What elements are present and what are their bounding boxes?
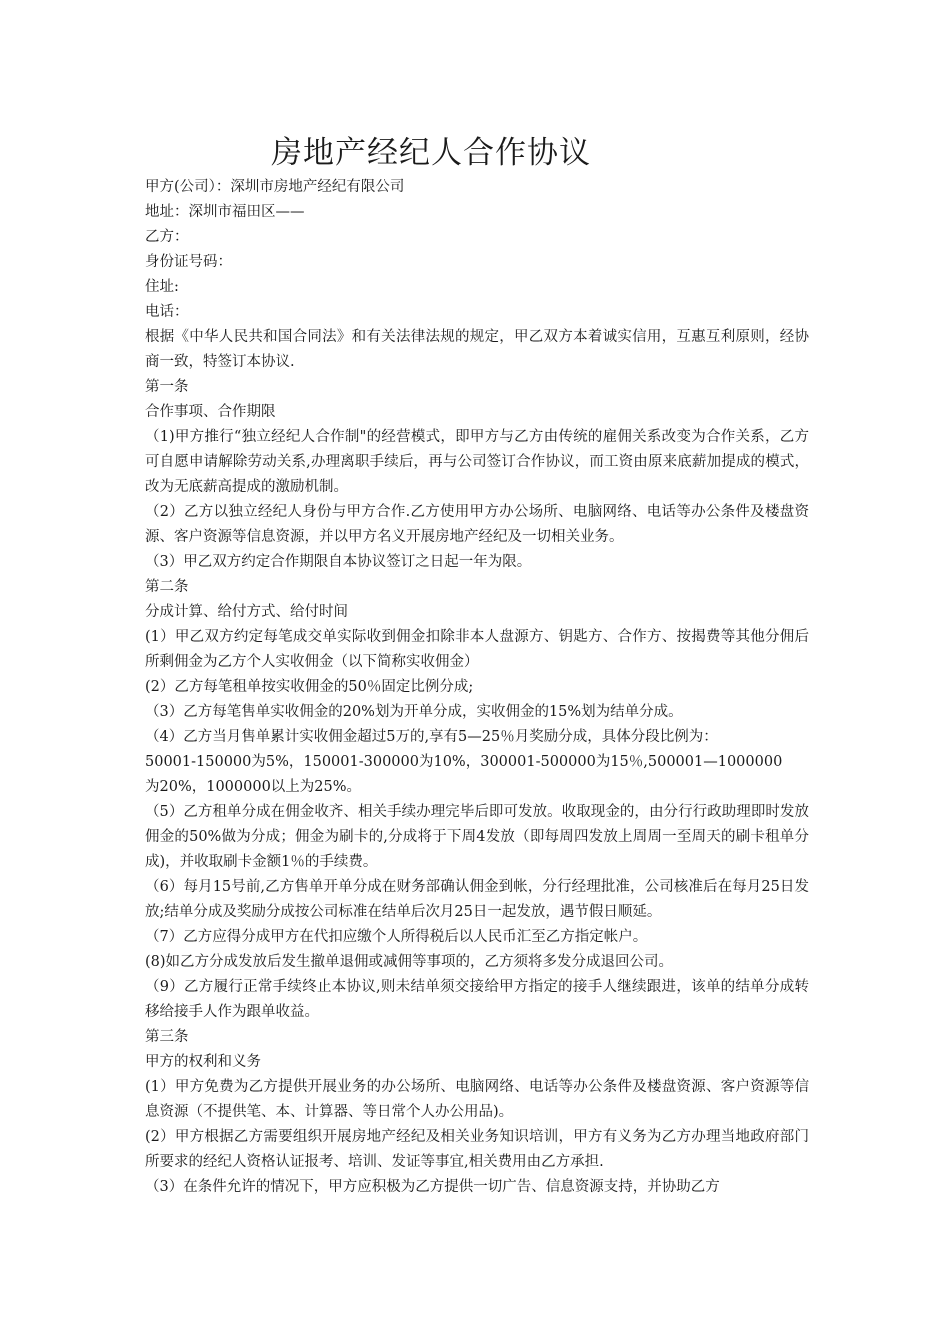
- clause-paragraph: （9）乙方履行正常手续终止本协议,则未结单须交接给甲方指定的接手人继续跟进，该单的结单分成转移给接手人作为跟单收益。: [145, 979, 809, 1020]
- phone-line: 电话：: [145, 304, 189, 320]
- clause-paragraph: (8)如乙方分成发放后发生撤单退佣或减佣等事项的，乙方须将多发分成退回公司。: [145, 954, 674, 970]
- article-subheading: 合作事项、合作期限: [145, 404, 276, 420]
- clause-paragraph: （3）在条件允许的情况下，甲方应积极为乙方提供一切广告、信息资源支持，并协助乙方: [145, 1179, 720, 1195]
- clause-paragraph: (1）甲方免费为乙方提供开展业务的办公场所、电脑网络、电话等办公条件及楼盘资源、客户资源等信息资源（不提供笔、本、计算器、等日常个人办公用品)。: [145, 1079, 809, 1120]
- clause-paragraph: （1)甲方推行“独立经纪人合作制"的经营模式，即甲方与乙方由传统的雇佣关系改变为合作关系，乙方可自愿申请解除劳动关系,办理离职手续后，再与公司签订合作协议，而工资由原来底薪加提成的模式，改为无底薪高提成的激励机制。: [145, 429, 809, 495]
- clause-paragraph: （4）乙方当月售单累计实收佣金超过5万的,享有5—25％月奖励分成，具体分段比例为：: [145, 729, 718, 745]
- article-heading: 第三条: [145, 1029, 189, 1045]
- article-subheading: 甲方的权利和义务: [145, 1054, 261, 1070]
- clause-line: 50001-150000为5%，150001-300000为10%，300001-500000为15％,500001—1000000: [145, 754, 783, 770]
- document-title: 房地产经纪人合作协议: [271, 135, 591, 171]
- clause-paragraph: （2）乙方以独立经纪人身份与甲方合作.乙方使用甲方办公场所、电脑网络、电话等办公条件及楼盘资源、客户资源等信息资源，并以甲方名义开展房地产经纪及一切相关业务。: [145, 504, 809, 545]
- article-subheading: 分成计算、给付方式、给付时间: [145, 604, 348, 620]
- clause-paragraph: (2）甲方根据乙方需要组织开展房地产经纪及相关业务知识培训，甲方有义务为乙方办理当地政府部门所要求的经纪人资格认证报考、培训、发证等事宜,相关费用由乙方承担.: [145, 1129, 809, 1170]
- clause-paragraph: (2）乙方每笔租单按实收佣金的50％固定比例分成;: [145, 679, 474, 695]
- document-body: [145, 175, 809, 1200]
- preamble-paragraph: 根据《中华人民共和国合同法》和有关法律法规的规定，甲乙双方本着诚实信用，互惠互利原则，经协商一致，特签订本协议.: [145, 329, 809, 370]
- clause-paragraph: （7）乙方应得分成甲方在代扣应缴个人所得税后以人民币汇至乙方指定帐户。: [145, 929, 648, 945]
- article-heading: 第一条: [145, 379, 189, 395]
- id-number-line: 身份证号码：: [145, 254, 232, 270]
- clause-paragraph: （6）每月15号前,乙方售单开单分成在财务部确认佣金到帐，分行经理批准，公司核准后在每月25日发放;结单分成及奖励分成按公司标准在结单后次月25日一起发放，遇节假日顺延。: [145, 879, 809, 920]
- residence-line: 住址:: [145, 279, 179, 295]
- clause-paragraph: (1）甲乙双方约定每笔成交单实际收到佣金扣除非本人盘源方、钥匙方、合作方、按揭费等其他分佣后所剩佣金为乙方个人实收佣金（以下简称实收佣金）: [145, 629, 809, 670]
- clause-paragraph: （3）甲乙双方约定合作期限自本协议签订之日起一年为限。: [145, 554, 532, 570]
- address-line: 地址：深圳市福田区——: [145, 204, 305, 220]
- clause-paragraph: （5）乙方租单分成在佣金收齐、相关手续办理完毕后即可发放。收取现金的，由分行行政助理即时发放佣金的50%做为分成；佣金为刷卡的,分成将于下周4发放（即每周四发放上周周一至周天的刷卡租单分成)，并收取刷卡金额1％的手续费。: [145, 804, 809, 870]
- article-heading: 第二条: [145, 579, 189, 595]
- party-b-line: 乙方：: [145, 229, 189, 245]
- clause-paragraph: （3）乙方每笔售单实收佣金的20%划为开单分成，实收佣金的15%划为结单分成。: [145, 704, 683, 720]
- clause-line: 为20%，1000000以上为25%。: [145, 779, 362, 795]
- party-a-line: 甲方(公司）：深圳市房地产经纪有限公司: [145, 179, 405, 195]
